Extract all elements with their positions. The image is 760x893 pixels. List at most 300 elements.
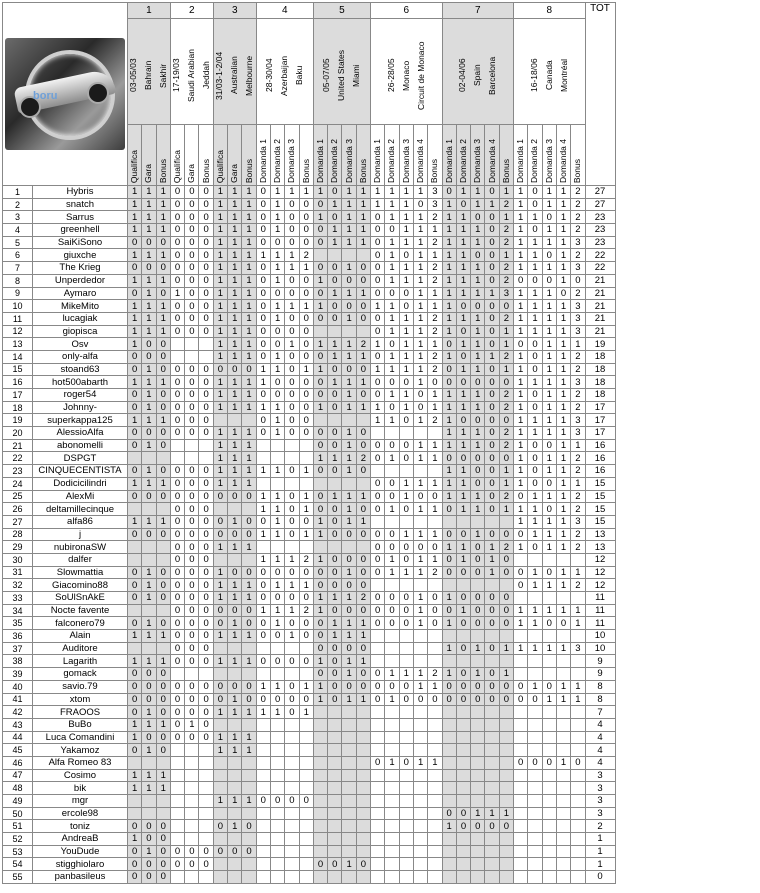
score-cell [485, 579, 499, 592]
score-cell [542, 820, 556, 833]
score-cell: 1 [299, 680, 313, 693]
score-cell: 0 [342, 528, 356, 541]
total-cell: 23 [585, 224, 615, 237]
score-cell: 1 [299, 363, 313, 376]
score-cell: 0 [285, 503, 299, 516]
score-cell: 1 [556, 515, 570, 528]
score-cell [270, 439, 284, 452]
score-cell: 1 [213, 655, 227, 668]
score-cell: 0 [399, 249, 413, 262]
score-cell: 0 [185, 312, 199, 325]
score-cell [185, 338, 199, 351]
score-cell: 0 [371, 503, 385, 516]
score-cell: 1 [542, 427, 556, 440]
score-cell: 0 [456, 680, 470, 693]
score-cell [413, 845, 427, 858]
score-cell [371, 718, 385, 731]
score-cell [571, 795, 585, 808]
score-cell [528, 655, 542, 668]
score-cell: 0 [142, 871, 156, 884]
score-cell: 1 [413, 338, 427, 351]
score-cell: 0 [199, 224, 213, 237]
table-row [3, 718, 616, 731]
score-cell: 0 [299, 515, 313, 528]
score-cell: 1 [242, 186, 256, 199]
score-cell: 0 [542, 617, 556, 630]
session-label: Qualifica [172, 149, 183, 183]
score-cell: 1 [442, 617, 456, 630]
score-cell [542, 655, 556, 668]
score-cell [485, 744, 499, 757]
score-cell: 0 [185, 541, 199, 554]
round-circuit: Miami [351, 64, 362, 87]
score-cell [170, 807, 184, 820]
score-cell [514, 782, 528, 795]
score-cell: 1 [542, 262, 556, 275]
session-header [299, 125, 313, 186]
score-cell: 1 [228, 655, 242, 668]
score-cell [471, 845, 485, 858]
score-cell: 1 [556, 249, 570, 262]
score-cell: 0 [170, 528, 184, 541]
score-cell [313, 845, 327, 858]
score-cell: 2 [571, 186, 585, 199]
score-cell: 0 [356, 274, 370, 287]
score-cell [399, 579, 413, 592]
score-cell: 0 [128, 287, 142, 300]
score-cell: 0 [213, 515, 227, 528]
score-cell: 0 [199, 731, 213, 744]
score-cell: 0 [185, 490, 199, 503]
score-cell: 1 [213, 795, 227, 808]
score-cell: 0 [199, 718, 213, 731]
score-cell [299, 718, 313, 731]
score-cell: 0 [185, 515, 199, 528]
table-row [3, 236, 616, 249]
score-cell [571, 655, 585, 668]
score-cell: 0 [142, 262, 156, 275]
score-cell: 1 [242, 541, 256, 554]
score-cell [442, 655, 456, 668]
score-cell: 0 [170, 465, 184, 478]
score-cell [328, 756, 342, 769]
score-cell [270, 782, 284, 795]
round-country: Canada [543, 60, 554, 91]
score-cell: 0 [313, 858, 327, 871]
total-cell: 8 [585, 693, 615, 706]
score-cell [556, 833, 570, 846]
score-cell [428, 427, 442, 440]
score-cell [213, 871, 227, 884]
score-cell: 1 [413, 325, 427, 338]
score-cell: 0 [313, 465, 327, 478]
total-cell: 17 [585, 427, 615, 440]
logo-text: boru [33, 90, 58, 102]
total-cell: 23 [585, 236, 615, 249]
score-cell: 1 [142, 579, 156, 592]
score-cell: 1 [571, 693, 585, 706]
score-cell [328, 731, 342, 744]
table-row [3, 807, 616, 820]
score-cell [528, 706, 542, 719]
session-header [285, 125, 299, 186]
score-cell [442, 769, 456, 782]
score-cell: 0 [542, 503, 556, 516]
score-cell [385, 833, 399, 846]
score-cell: 0 [328, 693, 342, 706]
score-cell: 1 [242, 592, 256, 605]
score-cell: 1 [128, 249, 142, 262]
score-cell: 0 [285, 566, 299, 579]
score-cell: 0 [471, 211, 485, 224]
score-cell [328, 782, 342, 795]
score-cell: 0 [428, 490, 442, 503]
table-row [3, 655, 616, 668]
score-cell [413, 820, 427, 833]
score-cell [471, 579, 485, 592]
score-cell: 1 [428, 300, 442, 313]
score-cell [499, 579, 513, 592]
score-cell [313, 744, 327, 757]
score-cell: 0 [299, 224, 313, 237]
player-name: SoUlSnAkE [33, 592, 128, 605]
score-cell [185, 769, 199, 782]
score-cell: 0 [456, 350, 470, 363]
score-cell: 0 [399, 592, 413, 605]
score-cell: 0 [399, 693, 413, 706]
score-cell: 0 [413, 541, 427, 554]
score-cell: 0 [485, 693, 499, 706]
score-cell: 0 [499, 376, 513, 389]
score-cell: 1 [128, 312, 142, 325]
score-cell [399, 807, 413, 820]
score-cell: 1 [485, 198, 499, 211]
score-cell: 1 [342, 858, 356, 871]
score-cell: 1 [313, 300, 327, 313]
score-cell: 0 [371, 274, 385, 287]
score-cell [485, 756, 499, 769]
score-cell [356, 845, 370, 858]
player-name: nubironaSW [33, 541, 128, 554]
score-cell: 0 [371, 350, 385, 363]
player-name: Alfa Romeo 83 [33, 756, 128, 769]
score-cell: 0 [356, 312, 370, 325]
score-cell: 1 [128, 211, 142, 224]
score-cell [213, 642, 227, 655]
score-cell: 1 [556, 579, 570, 592]
score-cell: 1 [514, 477, 528, 490]
score-cell: 0 [528, 452, 542, 465]
rank-cell: 3 [3, 211, 33, 224]
table-row [3, 249, 616, 262]
score-cell [413, 769, 427, 782]
score-cell [285, 731, 299, 744]
score-cell [342, 871, 356, 884]
score-cell: 0 [242, 604, 256, 617]
score-cell: 2 [299, 249, 313, 262]
score-cell: 0 [170, 249, 184, 262]
score-cell [442, 782, 456, 795]
score-cell [556, 820, 570, 833]
score-cell: 0 [299, 274, 313, 287]
score-cell [199, 820, 213, 833]
score-cell [413, 642, 427, 655]
score-cell [228, 871, 242, 884]
score-cell: 1 [342, 592, 356, 605]
score-cell: 1 [228, 186, 242, 199]
score-cell: 0 [199, 312, 213, 325]
player-name: lucagiak [33, 312, 128, 325]
score-cell: 0 [328, 528, 342, 541]
score-cell: 0 [285, 706, 299, 719]
round-info [128, 19, 171, 125]
score-cell: 0 [528, 477, 542, 490]
score-cell: 1 [299, 579, 313, 592]
score-cell: 0 [256, 617, 270, 630]
score-cell: 1 [228, 211, 242, 224]
session-header [156, 125, 170, 186]
score-cell: 1 [556, 389, 570, 402]
score-cell: 1 [285, 604, 299, 617]
score-cell: 1 [499, 465, 513, 478]
score-cell: 0 [185, 630, 199, 643]
score-cell: 0 [285, 528, 299, 541]
score-cell: 2 [499, 350, 513, 363]
score-cell: 1 [156, 630, 170, 643]
score-cell: 0 [485, 389, 499, 402]
score-cell: 2 [499, 262, 513, 275]
score-cell: 0 [199, 655, 213, 668]
score-cell [299, 845, 313, 858]
score-cell: 1 [270, 401, 284, 414]
score-cell: 1 [371, 338, 385, 351]
score-cell: 0 [313, 198, 327, 211]
player-name: AlexMi [33, 490, 128, 503]
score-cell [270, 731, 284, 744]
rank-cell: 20 [3, 427, 33, 440]
session-label: Domanda 2 [457, 139, 468, 183]
score-cell: 1 [571, 617, 585, 630]
score-cell: 1 [313, 515, 327, 528]
session-header [556, 125, 570, 186]
rank-cell: 18 [3, 401, 33, 414]
table-row [3, 477, 616, 490]
score-cell: 0 [170, 642, 184, 655]
score-cell: 1 [528, 414, 542, 427]
score-cell: 1 [442, 592, 456, 605]
score-cell: 2 [499, 439, 513, 452]
score-cell: 2 [499, 427, 513, 440]
score-cell: 0 [342, 363, 356, 376]
player-name: Lagarith [33, 655, 128, 668]
score-cell [514, 820, 528, 833]
score-cell: 0 [199, 592, 213, 605]
score-cell [328, 795, 342, 808]
table-row [3, 680, 616, 693]
score-cell: 1 [242, 211, 256, 224]
score-cell: 0 [299, 427, 313, 440]
score-cell: 1 [342, 617, 356, 630]
score-cell: 1 [228, 389, 242, 402]
total-cell: 1 [585, 845, 615, 858]
table-row [3, 553, 616, 566]
score-cell [456, 795, 470, 808]
score-cell [385, 871, 399, 884]
session-header [328, 125, 342, 186]
score-cell [499, 769, 513, 782]
score-cell: 1 [514, 198, 528, 211]
score-cell: 0 [356, 566, 370, 579]
score-cell [313, 718, 327, 731]
score-cell: 1 [228, 401, 242, 414]
round-date: 02-04/06 [457, 58, 468, 93]
score-cell: 1 [142, 224, 156, 237]
score-cell: 0 [299, 287, 313, 300]
score-cell: 1 [270, 604, 284, 617]
score-cell: 1 [142, 566, 156, 579]
session-header [256, 125, 270, 186]
score-cell: 0 [371, 452, 385, 465]
score-cell: 1 [399, 668, 413, 681]
score-cell: 0 [256, 287, 270, 300]
score-cell: 1 [213, 731, 227, 744]
score-cell [170, 668, 184, 681]
score-cell: 0 [499, 528, 513, 541]
score-cell [242, 668, 256, 681]
score-cell: 1 [356, 401, 370, 414]
score-cell: 1 [542, 528, 556, 541]
score-cell [285, 439, 299, 452]
score-cell [299, 807, 313, 820]
score-cell: 1 [456, 477, 470, 490]
rank-cell: 21 [3, 439, 33, 452]
round-date: 03-05/03 [128, 58, 139, 93]
score-cell: 1 [556, 211, 570, 224]
score-cell [371, 579, 385, 592]
score-cell [356, 769, 370, 782]
score-cell: 0 [285, 236, 299, 249]
score-cell [228, 769, 242, 782]
score-cell [313, 249, 327, 262]
rank-cell: 13 [3, 338, 33, 351]
score-cell: 1 [542, 236, 556, 249]
score-cell: 1 [228, 312, 242, 325]
score-cell: 0 [285, 617, 299, 630]
score-cell: 1 [213, 186, 227, 199]
rank-cell: 55 [3, 871, 33, 884]
score-cell: 0 [456, 807, 470, 820]
score-cell: 0 [185, 465, 199, 478]
score-cell: 0 [170, 236, 184, 249]
score-cell: 1 [228, 439, 242, 452]
total-cell: 11 [585, 604, 615, 617]
score-cell: 1 [242, 401, 256, 414]
score-cell: 1 [270, 198, 284, 211]
score-cell: 0 [185, 503, 199, 516]
score-cell: 0 [185, 642, 199, 655]
score-cell: 0 [228, 528, 242, 541]
round-info [256, 19, 313, 125]
score-cell: 0 [199, 376, 213, 389]
score-cell: 1 [442, 249, 456, 262]
score-cell [385, 782, 399, 795]
score-cell: 1 [142, 655, 156, 668]
score-cell: 0 [156, 693, 170, 706]
score-cell [228, 642, 242, 655]
rank-cell: 53 [3, 845, 33, 858]
score-cell: 1 [528, 287, 542, 300]
score-cell: 1 [514, 427, 528, 440]
score-cell: 1 [399, 211, 413, 224]
table-row [3, 389, 616, 402]
total-cell: 1 [585, 858, 615, 871]
score-cell [413, 858, 427, 871]
score-cell [413, 579, 427, 592]
score-cell: 1 [542, 604, 556, 617]
score-cell: 1 [399, 350, 413, 363]
score-cell: 1 [156, 769, 170, 782]
score-cell: 1 [471, 350, 485, 363]
score-cell: 0 [270, 655, 284, 668]
score-cell: 0 [328, 604, 342, 617]
score-cell [356, 782, 370, 795]
score-cell [170, 439, 184, 452]
round-circuit: Melbourne [244, 55, 255, 96]
score-cell: 1 [442, 668, 456, 681]
table-row [3, 820, 616, 833]
score-cell [142, 541, 156, 554]
score-cell: 0 [185, 186, 199, 199]
score-cell [399, 427, 413, 440]
score-cell [528, 845, 542, 858]
score-cell: 1 [313, 452, 327, 465]
score-cell: 0 [328, 503, 342, 516]
score-cell: 0 [170, 680, 184, 693]
score-cell [342, 782, 356, 795]
score-cell [571, 592, 585, 605]
score-cell [342, 795, 356, 808]
score-cell [471, 871, 485, 884]
score-cell: 1 [313, 604, 327, 617]
score-cell: 0 [142, 668, 156, 681]
score-cell: 2 [428, 312, 442, 325]
score-cell [371, 845, 385, 858]
score-cell: 2 [571, 503, 585, 516]
score-cell: 1 [156, 249, 170, 262]
score-cell [213, 414, 227, 427]
rank-cell: 15 [3, 363, 33, 376]
score-cell: 0 [485, 401, 499, 414]
score-cell [471, 795, 485, 808]
rank-cell: 2 [3, 198, 33, 211]
score-cell: 1 [213, 401, 227, 414]
score-cell [228, 833, 242, 846]
score-cell [556, 845, 570, 858]
score-cell [342, 820, 356, 833]
score-cell [528, 553, 542, 566]
session-label: Domanda 2 [529, 139, 540, 183]
score-cell: 0 [142, 338, 156, 351]
table-row [3, 795, 616, 808]
score-cell: 1 [128, 515, 142, 528]
score-cell: 1 [399, 325, 413, 338]
total-cell: 21 [585, 312, 615, 325]
score-cell: 1 [142, 401, 156, 414]
score-cell: 0 [142, 693, 156, 706]
round-circuit: Jeddah [201, 61, 212, 90]
score-cell [199, 668, 213, 681]
session-header [471, 125, 485, 186]
